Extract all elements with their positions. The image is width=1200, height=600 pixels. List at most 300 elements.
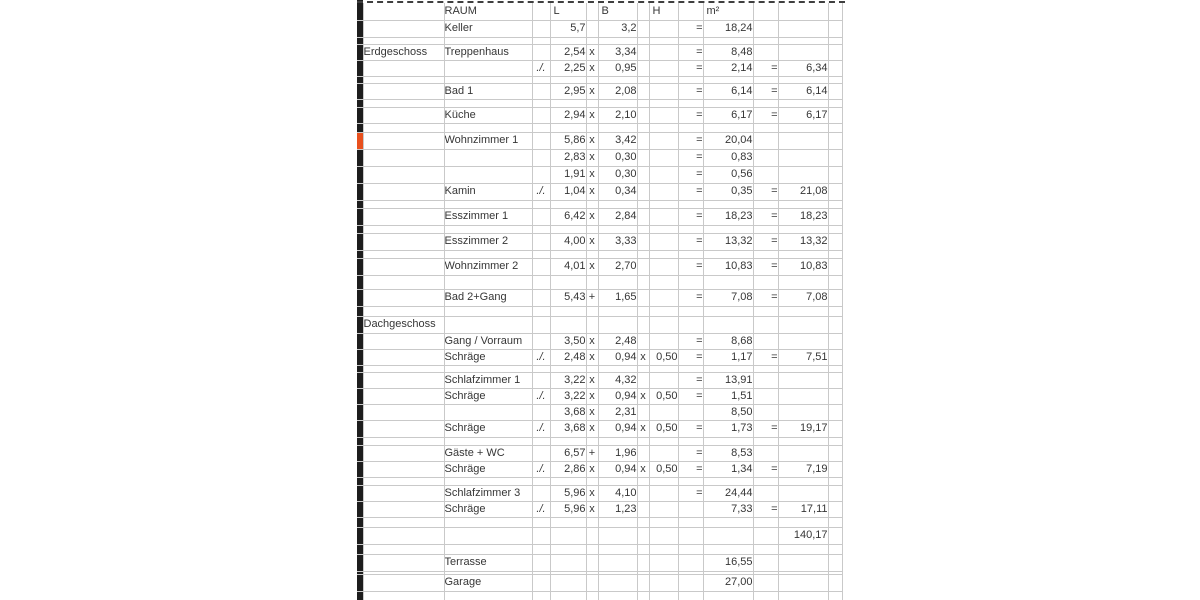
cell-res (778, 20, 828, 37)
cell-eq2 (753, 275, 778, 289)
cell-op (532, 3, 550, 20)
cell-l[interactable]: 3,50 (550, 333, 586, 349)
cell-x2 (637, 316, 649, 333)
cell-tail (828, 445, 842, 461)
cell-x1[interactable]: x (586, 372, 598, 388)
cell-b[interactable]: 0,34 (598, 183, 637, 200)
cell-b[interactable]: 0,30 (598, 166, 637, 183)
cell-floor (363, 37, 444, 44)
cell-eq1[interactable]: = (678, 60, 703, 76)
cell-room[interactable]: Esszimmer 1 (444, 208, 532, 225)
cell-m2[interactable]: 0,83 (703, 149, 753, 166)
cell-floor[interactable]: Erdgeschoss (363, 44, 444, 60)
cell-x2 (637, 233, 649, 250)
cell-floor (363, 445, 444, 461)
cell-eq1 (678, 574, 703, 591)
cell-floor (363, 99, 444, 107)
cell-room[interactable]: Terrasse (444, 554, 532, 571)
cell-eq1[interactable]: = (678, 289, 703, 306)
cell-room[interactable]: Bad 1 (444, 83, 532, 99)
cell-b[interactable]: 0,30 (598, 149, 637, 166)
cell-eq1 (678, 316, 703, 333)
cell-op (532, 591, 550, 600)
cell-b[interactable]: 3,34 (598, 44, 637, 60)
cell-h (649, 258, 678, 275)
cell-op (532, 289, 550, 306)
cell-x1[interactable]: x (586, 183, 598, 200)
cell-res[interactable]: 17,11 (778, 501, 828, 517)
cell-eq2[interactable]: = (753, 349, 778, 365)
cell-x2 (637, 404, 649, 420)
cell-b[interactable]: 3,42 (598, 132, 637, 149)
cell-x2 (637, 527, 649, 544)
cell-floor (363, 149, 444, 166)
cell-l[interactable]: 1,91 (550, 166, 586, 183)
cell-l[interactable]: 2,86 (550, 461, 586, 477)
cell-m2[interactable]: 0,56 (703, 166, 753, 183)
cell-x2 (637, 44, 649, 60)
cell-eq1[interactable]: = (678, 149, 703, 166)
cell-eq2[interactable]: = (753, 60, 778, 76)
cell-res[interactable]: 6,34 (778, 60, 828, 76)
cell-l[interactable]: 6,42 (550, 208, 586, 225)
cell-op (532, 225, 550, 233)
cell-room[interactable]: Schräge (444, 461, 532, 477)
cell-eq2[interactable]: = (753, 258, 778, 275)
cell-eq1[interactable]: = (678, 166, 703, 183)
cell-l (550, 544, 586, 554)
cell-eq1[interactable]: = (678, 208, 703, 225)
cell-res[interactable]: 18,23 (778, 208, 828, 225)
cell-b[interactable]: 4,10 (598, 485, 637, 501)
cell-room (444, 225, 532, 233)
cell-floor (363, 372, 444, 388)
cell-l (550, 316, 586, 333)
cell-room[interactable]: Garage (444, 574, 532, 591)
cell-b[interactable]: 4,32 (598, 372, 637, 388)
cell-l[interactable]: 2,95 (550, 83, 586, 99)
cell-eq2[interactable]: = (753, 208, 778, 225)
cell-x1[interactable]: x (586, 132, 598, 149)
cell-res[interactable]: 140,17 (778, 527, 828, 544)
cell-eq1 (678, 404, 703, 420)
spacer-row (357, 365, 842, 372)
cell-room[interactable]: Schlafzimmer 3 (444, 485, 532, 501)
cell-eq2[interactable]: = (753, 107, 778, 123)
cell-m2[interactable]: 10,83 (703, 258, 753, 275)
cell-b[interactable]: 0,94 (598, 388, 637, 404)
cell-eq2 (753, 76, 778, 83)
cell-x1[interactable]: x (586, 501, 598, 517)
cell-m2[interactable]: 13,91 (703, 372, 753, 388)
cell-m2[interactable]: 13,32 (703, 233, 753, 250)
cell-h[interactable]: 0,50 (649, 349, 678, 365)
cell-eq1[interactable]: = (678, 258, 703, 275)
cell-room[interactable]: Schlafzimmer 1 (444, 372, 532, 388)
cell-floor (363, 591, 444, 600)
spacer-row (357, 306, 842, 316)
cell-room (444, 250, 532, 258)
cell-b[interactable]: 0,94 (598, 461, 637, 477)
cell-room[interactable]: Bad 2+Gang (444, 289, 532, 306)
cell-m2[interactable]: 27,00 (703, 574, 753, 591)
cell-b[interactable]: 2,10 (598, 107, 637, 123)
cell-x1[interactable]: x (586, 404, 598, 420)
cell-op (532, 99, 550, 107)
cell-eq1 (678, 501, 703, 517)
cell-x2 (637, 250, 649, 258)
cell-eq2 (753, 517, 778, 527)
cell-b[interactable]: 2,08 (598, 83, 637, 99)
cell-op (532, 123, 550, 132)
cell-eq1[interactable]: = (678, 333, 703, 349)
cell-room[interactable]: Küche (444, 107, 532, 123)
cell-op (532, 166, 550, 183)
cell-eq2[interactable]: = (753, 83, 778, 99)
cell-eq2[interactable]: = (753, 501, 778, 517)
cell-l (550, 554, 586, 571)
cell-eq1[interactable]: = (678, 132, 703, 149)
cell-m2[interactable]: 7,08 (703, 289, 753, 306)
cell-x1[interactable]: x (586, 149, 598, 166)
header-row (357, 3, 842, 20)
cell-res (778, 574, 828, 591)
cell-h (649, 289, 678, 306)
cell-op[interactable]: ./. (532, 461, 550, 477)
cell-floor (363, 289, 444, 306)
cell-res (778, 166, 828, 183)
cell-eq1[interactable]: = (678, 388, 703, 404)
cell-eq1[interactable]: = (678, 461, 703, 477)
cell-b[interactable]: 0,95 (598, 60, 637, 76)
cell-x1[interactable]: x (586, 83, 598, 99)
cell-b[interactable]: 2,70 (598, 258, 637, 275)
cell-floor (363, 461, 444, 477)
cell-b[interactable]: 2,84 (598, 208, 637, 225)
cell-l (550, 365, 586, 372)
cell-x1[interactable]: + (586, 445, 598, 461)
cell-op (532, 258, 550, 275)
cell-b (598, 200, 637, 208)
cell-h[interactable]: 0,50 (649, 461, 678, 477)
cell-l[interactable]: 4,01 (550, 258, 586, 275)
cell-h (649, 501, 678, 517)
table-row (357, 388, 842, 404)
cell-l[interactable]: 3,68 (550, 404, 586, 420)
cell-room[interactable]: Schräge (444, 388, 532, 404)
cell-op[interactable]: ./. (532, 183, 550, 200)
cell-b (598, 316, 637, 333)
cell-eq2 (753, 166, 778, 183)
cell-x1 (586, 544, 598, 554)
cell-b[interactable]: 1,65 (598, 289, 637, 306)
cell-floor[interactable]: Dachgeschoss (363, 316, 444, 333)
cell-m2[interactable]: 1,73 (703, 420, 753, 437)
cell-room[interactable]: Keller (444, 20, 532, 37)
cell-floor (363, 83, 444, 99)
cell-eq2 (753, 404, 778, 420)
cell-l[interactable]: 3,22 (550, 388, 586, 404)
cell-h (649, 485, 678, 501)
cell-room[interactable]: Gäste + WC (444, 445, 532, 461)
cell-op[interactable]: ./. (532, 60, 550, 76)
cell-eq2[interactable]: = (753, 420, 778, 437)
cell-b[interactable]: 0,94 (598, 349, 637, 365)
cell-eq2 (753, 574, 778, 591)
cell-b[interactable]: 3,33 (598, 233, 637, 250)
cell-floor (363, 485, 444, 501)
cell-res[interactable]: 7,19 (778, 461, 828, 477)
cell-res (778, 445, 828, 461)
cell-eq1 (678, 37, 703, 44)
cell-b[interactable]: 1,96 (598, 445, 637, 461)
cell-tail (828, 60, 842, 76)
cell-room[interactable]: Schräge (444, 420, 532, 437)
cell-x1 (586, 275, 598, 289)
cell-m2[interactable]: 8,50 (703, 404, 753, 420)
cell-eq1[interactable]: = (678, 349, 703, 365)
cell-res[interactable]: 6,14 (778, 83, 828, 99)
cell-l[interactable]: 6,57 (550, 445, 586, 461)
cell-eq1[interactable]: = (678, 445, 703, 461)
cell-eq2[interactable]: = (753, 461, 778, 477)
cell-floor (363, 388, 444, 404)
cell-l[interactable]: 1,04 (550, 183, 586, 200)
cell-res (778, 544, 828, 554)
total-row (357, 527, 842, 544)
cell-x1[interactable]: x (586, 485, 598, 501)
cell-x2 (637, 149, 649, 166)
cell-m2[interactable]: 1,34 (703, 461, 753, 477)
cell-m2[interactable]: 18,23 (703, 208, 753, 225)
cell-op (532, 485, 550, 501)
cell-x1[interactable]: x (586, 44, 598, 60)
cell-op (532, 333, 550, 349)
cell-l[interactable]: 4,00 (550, 233, 586, 250)
cell-tail (828, 461, 842, 477)
cell-res[interactable]: 10,83 (778, 258, 828, 275)
cell-x1 (586, 3, 598, 20)
cell-room[interactable]: Treppenhaus (444, 44, 532, 60)
cell-eq1 (678, 76, 703, 83)
cell-x1[interactable]: x (586, 420, 598, 437)
cell-room[interactable]: RAUM (444, 3, 532, 20)
cell-x1[interactable]: x (586, 388, 598, 404)
cell-l[interactable]: 2,25 (550, 60, 586, 76)
cell-l (550, 76, 586, 83)
table-body (357, 3, 842, 600)
cell-op[interactable]: ./. (532, 420, 550, 437)
cell-room[interactable]: Gang / Vorraum (444, 333, 532, 349)
cell-l (550, 517, 586, 527)
cell-x1[interactable]: x (586, 461, 598, 477)
cell-m2[interactable]: 0,35 (703, 183, 753, 200)
cell-floor (363, 225, 444, 233)
cell-eq2[interactable]: = (753, 233, 778, 250)
cell-eq1[interactable]: = (678, 485, 703, 501)
cell-floor (363, 544, 444, 554)
cell-b[interactable]: 2,48 (598, 333, 637, 349)
cell-x2[interactable]: x (637, 388, 649, 404)
cell-b[interactable]: 2,31 (598, 404, 637, 420)
cell-l (550, 225, 586, 233)
cell-eq1[interactable]: = (678, 420, 703, 437)
table-row (357, 445, 842, 461)
cell-x2 (637, 445, 649, 461)
cell-l[interactable]: 2,54 (550, 44, 586, 60)
cell-l[interactable]: 5,96 (550, 485, 586, 501)
cell-b (598, 591, 637, 600)
cell-m2 (703, 527, 753, 544)
cell-m2[interactable]: 2,14 (703, 60, 753, 76)
cell-eq1[interactable]: = (678, 107, 703, 123)
cell-m2[interactable]: 16,55 (703, 554, 753, 571)
cell-m2 (703, 76, 753, 83)
cell-room (444, 591, 532, 600)
cell-x1[interactable]: x (586, 208, 598, 225)
cell-floor (363, 208, 444, 225)
cell-room[interactable]: Wohnzimmer 1 (444, 132, 532, 149)
cell-room (444, 517, 532, 527)
cell-tail (828, 44, 842, 60)
table-row (357, 149, 842, 166)
cell-x2 (637, 3, 649, 20)
cell-m2 (703, 250, 753, 258)
cell-l[interactable]: 2,48 (550, 349, 586, 365)
cell-eq1[interactable]: = (678, 183, 703, 200)
cell-x2[interactable]: x (637, 461, 649, 477)
spacer-row (357, 275, 842, 289)
cell-floor (363, 233, 444, 250)
cell-eq1[interactable]: = (678, 44, 703, 60)
cell-l[interactable]: L (550, 3, 586, 20)
cell-x1 (586, 527, 598, 544)
cell-l[interactable]: 3,68 (550, 420, 586, 437)
cell-eq2[interactable]: = (753, 289, 778, 306)
cell-m2[interactable]: 20,04 (703, 132, 753, 149)
cell-res[interactable]: 6,17 (778, 107, 828, 123)
cell-tail (828, 225, 842, 233)
cell-m2[interactable]: 6,17 (703, 107, 753, 123)
cell-m2[interactable]: 1,51 (703, 388, 753, 404)
cell-x1[interactable]: + (586, 289, 598, 306)
cell-b[interactable]: 3,2 (598, 20, 637, 37)
cell-room[interactable]: Schräge (444, 349, 532, 365)
cell-h[interactable]: H (649, 3, 678, 20)
cell-tail (828, 527, 842, 544)
cell-floor (363, 554, 444, 571)
cell-res (778, 44, 828, 60)
cell-b[interactable]: 1,23 (598, 501, 637, 517)
cell-x2[interactable]: x (637, 349, 649, 365)
cell-h (649, 477, 678, 485)
cell-op (532, 554, 550, 571)
cell-l (550, 99, 586, 107)
cell-op (532, 107, 550, 123)
cell-l[interactable]: 3,22 (550, 372, 586, 388)
cell-room (444, 99, 532, 107)
cell-l[interactable]: 5,86 (550, 132, 586, 149)
cell-h (649, 20, 678, 37)
cell-m2[interactable]: 24,44 (703, 485, 753, 501)
cell-floor (363, 574, 444, 591)
cell-x1[interactable]: x (586, 166, 598, 183)
cell-room[interactable]: Wohnzimmer 2 (444, 258, 532, 275)
cell-x2[interactable]: x (637, 420, 649, 437)
cell-op (532, 233, 550, 250)
cell-room[interactable]: Esszimmer 2 (444, 233, 532, 250)
cell-h (649, 200, 678, 208)
cell-x1 (586, 123, 598, 132)
cell-x1[interactable]: x (586, 349, 598, 365)
cell-h[interactable]: 0,50 (649, 388, 678, 404)
cell-m2[interactable]: 8,53 (703, 445, 753, 461)
cell-eq1[interactable]: = (678, 83, 703, 99)
area-calculation-table[interactable] (357, 3, 843, 600)
cell-m2[interactable]: 8,48 (703, 44, 753, 60)
cell-room[interactable]: Kamin (444, 183, 532, 200)
cell-eq2 (753, 132, 778, 149)
cell-h (649, 517, 678, 527)
cell-h[interactable]: 0,50 (649, 420, 678, 437)
cell-l[interactable]: 5,7 (550, 20, 586, 37)
cell-res[interactable]: 21,08 (778, 183, 828, 200)
cell-x1 (586, 591, 598, 600)
cell-floor (363, 404, 444, 420)
cell-m2[interactable]: m² (703, 3, 753, 20)
cell-m2[interactable]: 7,33 (703, 501, 753, 517)
cell-op (532, 404, 550, 420)
cell-x1[interactable]: x (586, 258, 598, 275)
cell-x1[interactable]: x (586, 233, 598, 250)
cell-eq1[interactable]: = (678, 372, 703, 388)
cell-op[interactable]: ./. (532, 349, 550, 365)
cell-eq1[interactable]: = (678, 20, 703, 37)
cell-b[interactable]: B (598, 3, 637, 20)
cell-b[interactable]: 0,94 (598, 420, 637, 437)
cell-res[interactable]: 7,51 (778, 349, 828, 365)
cell-op (532, 306, 550, 316)
cell-room[interactable]: Schräge (444, 501, 532, 517)
cell-res[interactable]: 7,08 (778, 289, 828, 306)
cell-m2[interactable]: 18,24 (703, 20, 753, 37)
cell-m2[interactable]: 6,14 (703, 83, 753, 99)
cell-x1[interactable]: x (586, 333, 598, 349)
cell-room (444, 316, 532, 333)
cell-floor (363, 20, 444, 37)
cell-res[interactable]: 19,17 (778, 420, 828, 437)
cell-tail (828, 123, 842, 132)
cell-l[interactable]: 5,96 (550, 501, 586, 517)
cell-op[interactable]: ./. (532, 501, 550, 517)
cell-l[interactable]: 5,43 (550, 289, 586, 306)
cell-res (778, 517, 828, 527)
cell-m2[interactable]: 8,68 (703, 333, 753, 349)
cell-op (532, 477, 550, 485)
cell-x1[interactable]: x (586, 107, 598, 123)
cell-floor (363, 420, 444, 437)
cell-l[interactable]: 2,83 (550, 149, 586, 166)
cell-m2[interactable]: 1,17 (703, 349, 753, 365)
cell-floor (363, 132, 444, 149)
cell-res[interactable]: 13,32 (778, 233, 828, 250)
cell-eq2[interactable]: = (753, 183, 778, 200)
cell-l[interactable]: 2,94 (550, 107, 586, 123)
cell-x1[interactable]: x (586, 60, 598, 76)
cell-eq1[interactable]: = (678, 233, 703, 250)
cell-b (598, 123, 637, 132)
cell-op[interactable]: ./. (532, 388, 550, 404)
